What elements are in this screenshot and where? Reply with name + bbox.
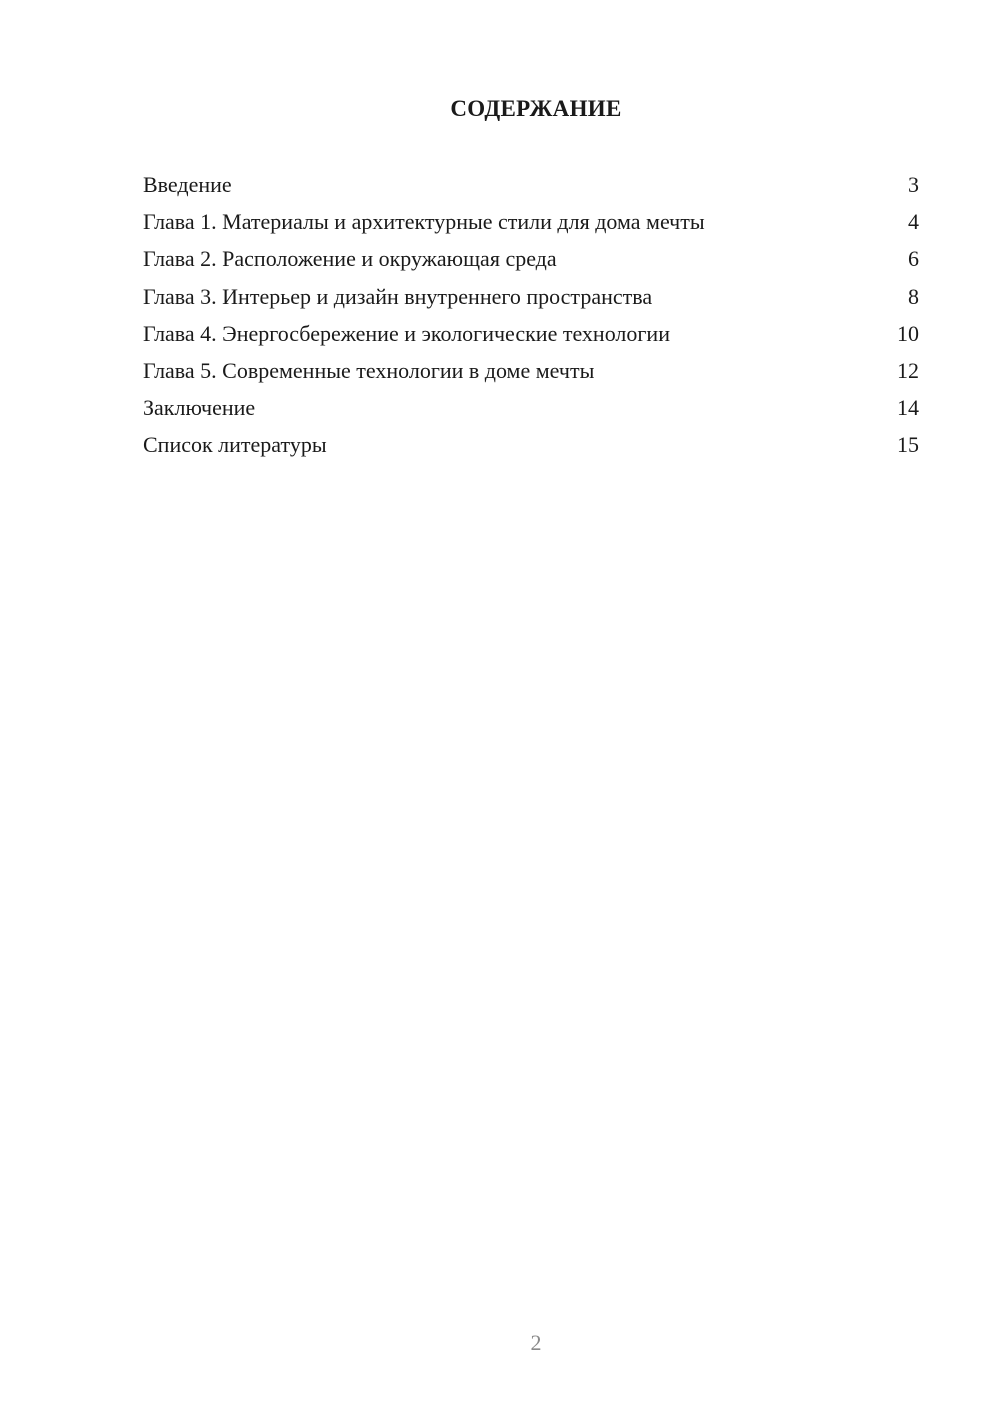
toc-list bbox=[143, 166, 919, 464]
toc-entry-title: Список литературы bbox=[143, 432, 327, 458]
toc-entry-conclusion bbox=[143, 389, 919, 426]
toc-entry-page: 12 bbox=[897, 357, 919, 383]
toc-entry-page: 8 bbox=[908, 283, 919, 309]
toc-entry-bibliography bbox=[143, 426, 919, 463]
toc-entry-page: 4 bbox=[908, 209, 919, 235]
toc-heading: СОДЕРЖАНИЕ bbox=[450, 96, 622, 121]
toc-entry-title: Глава 2. Расположение и окружающая среда bbox=[143, 246, 557, 272]
toc-entry-page: 10 bbox=[897, 320, 919, 346]
toc-entry-title: Глава 5. Современные технологии в доме мечты bbox=[143, 357, 595, 383]
toc-entry-page: 14 bbox=[897, 395, 919, 421]
toc-entry-chapter-2 bbox=[143, 240, 919, 277]
toc-entry-introduction bbox=[143, 166, 919, 203]
toc-entry-chapter-5 bbox=[143, 352, 919, 389]
toc-entry-page: 15 bbox=[897, 432, 919, 458]
toc-entry-chapter-4 bbox=[143, 315, 919, 352]
page-number: 2 bbox=[530, 1330, 542, 1355]
toc-entry-title: Глава 4. Энергосбережение и экологические технологии bbox=[143, 320, 670, 346]
toc-entry-title: Введение bbox=[143, 172, 232, 197]
toc-entry-page: 3 bbox=[908, 172, 919, 197]
toc-entry-chapter-3 bbox=[143, 278, 919, 315]
toc-entry-page: 6 bbox=[908, 246, 919, 272]
toc-entry-chapter-1 bbox=[143, 203, 919, 240]
toc-entry-title: Заключение bbox=[143, 395, 256, 421]
toc-entry-title: Глава 3. Интерьер и дизайн внутреннего пространства bbox=[143, 283, 653, 309]
toc-entry-title: Глава 1. Материалы и архитектурные стили для дома мечты bbox=[143, 209, 705, 235]
